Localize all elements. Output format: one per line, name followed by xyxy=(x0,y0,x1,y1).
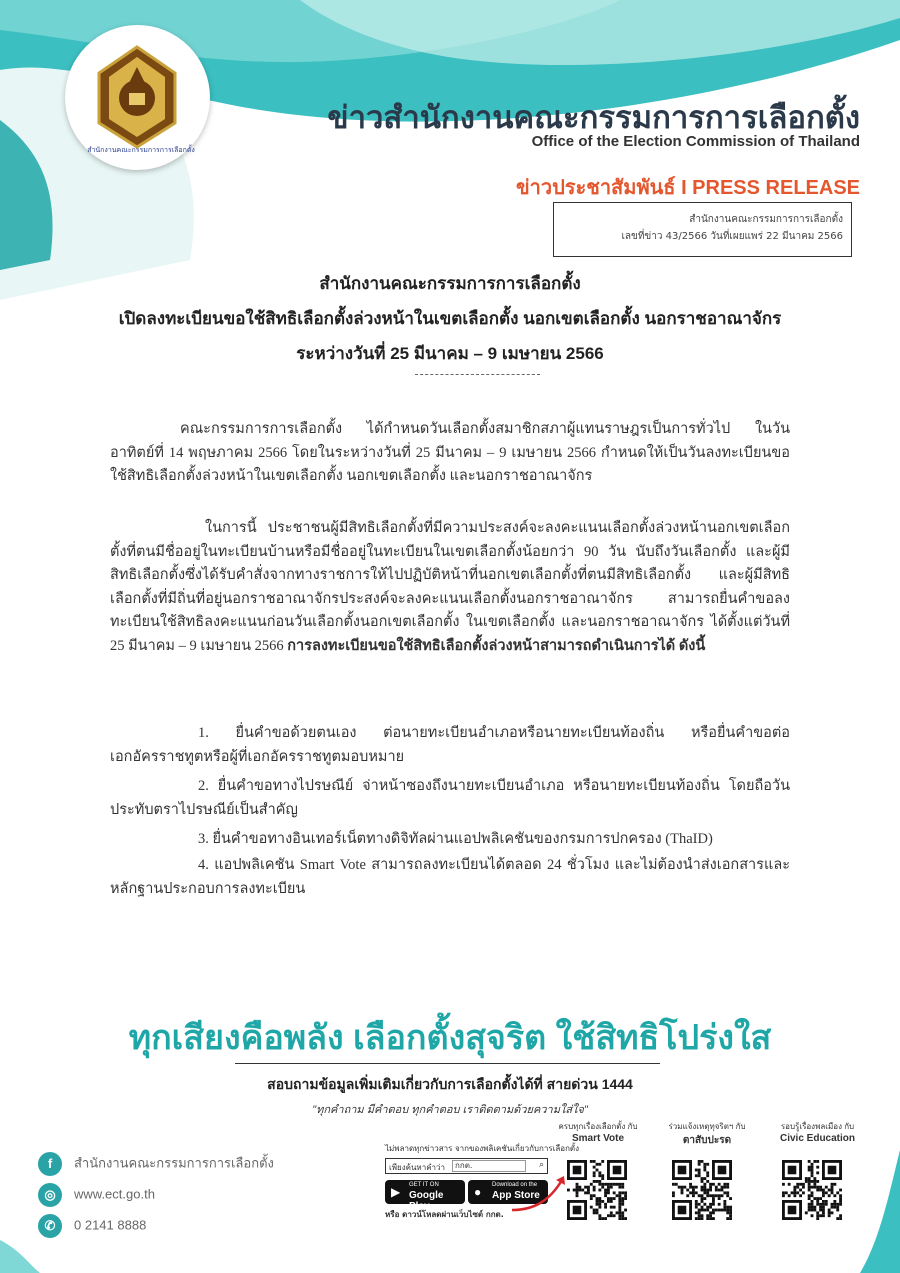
google-play-badge[interactable] xyxy=(385,1180,465,1212)
reference-number-date: เลขที่ข่าว 43/2566 วันที่เผยแพร่ 22 มีนาคม 2566 xyxy=(621,231,843,242)
download-note: หรือ ดาวน์โหลดผ่านเว็บไซต์ กกต. xyxy=(385,1210,504,1219)
app-store-top: Download on the xyxy=(492,1182,538,1188)
search-label: เพียงค้นหาคำว่า xyxy=(389,1163,446,1172)
qr-caption-civic-education: รอบรู้เรื่องพลเมือง กับ Civic Education xyxy=(779,1122,855,1144)
header-title-en: Office of the Election Commission of Thailand xyxy=(531,133,860,150)
contact-facebook-text: สำนักงานคณะกรรมการการเลือกตั้ง xyxy=(74,1155,274,1171)
headline-line-2: เปิดลงทะเบียนขอใช้สิทธิเลือกตั้งล่วงหน้าในเขตเลือกตั้ง นอกเขตเลือกตั้ง นอกราชอาณาจักร xyxy=(118,309,782,328)
qr-code-civic-education[interactable] xyxy=(782,1160,842,1220)
list-item-2: 2. ยื่นคำขอทางไปรษณีย์ จ่าหน้าซองถึงนายทะเบียนอำเภอ หรือนายทะเบียนท้องถิ่น โดยถือวันประทับตราไปรษณีย์เป็นสำคัญ xyxy=(110,778,790,818)
body-paragraph-2-text: ในการนี้ ประชาชนผู้มีสิทธิเลือกตั้งที่มีความประสงค์จะลงคะแนนเลือกตั้งล่วงหน้านอกเขตเลือกตั้งที่ตนมีชื่ออยู่ในทะเบียนบ้านหรือมีชื่ออยู่ในทะเบียนในเขตเลือกตั้งน้อยกว่า 90 วัน นับถึงวันเลือกตั้ง และผู้มีสิทธิเลือกตั้งซึ่งได้รับคำสั่งจากทางราชการให้ไปปฏิบัติหน้าที่นอกเขตเลือกตั้งที่ตนมีสิทธิเลือกตั้ง และผู้มีสิทธิเลือกตั้งที่มีถิ่นที่อยู่นอกราชอาณาจักรประสงค์จะลงคะแนนเลือกตั้งนอกราชอาณาจักร สามารถยื่นคำขอลงทะเบียนใช้สิทธิลงคะแนนก่อนวันเลือกตั้งนอกเขตเลือกตั้ง ในเขตเลือกตั้ง และนอกราชอาณาจักร ได้ตั้งแต่วันที่ 25 มีนาคม – 9 เมษายน 2566 xyxy=(110,520,790,654)
slogan-underline xyxy=(235,1063,660,1064)
play-store-icon: ▶ xyxy=(391,1185,401,1199)
motto-text: "ทุกคำถาม มีคำตอบ ทุกคำตอบ เราติดตามด้วยความใส่ใจ" xyxy=(312,1104,588,1116)
list-item-4: 4. แอปพลิเคชัน Smart Vote สามารถลงทะเบียนได้ตลอด 24 ชั่วโมง และไม่ต้องนำส่งเอกสารและหลักฐานประกอบการลงทะเบียน xyxy=(110,857,790,897)
google-play-name: Google Play xyxy=(409,1190,444,1212)
phone-icon: ✆ xyxy=(38,1214,62,1238)
header-title-th: ข่าวสำนักงานคณะกรรมการการเลือกตั้ง xyxy=(327,100,860,135)
google-play-top: GET IT ON xyxy=(409,1182,439,1188)
contact-phone-text: 0 2141 8888 xyxy=(74,1217,147,1233)
contact-website-text: www.ect.go.th xyxy=(74,1186,155,1202)
list-item-1: 1. ยื่นคำขอด้วยตนเอง ต่อนายทะเบียนอำเภอหรือนายทะเบียนท้องถิ่น หรือยื่นคำขอต่อเอกอัครราชทูตหรือผู้ที่เอกอัครราชทูตมอบหมาย xyxy=(110,725,790,765)
qr-code-smart-vote[interactable] xyxy=(567,1160,627,1220)
ect-logo xyxy=(65,25,210,170)
body-paragraph-2-bold: การลงทะเบียนขอใช้สิทธิเลือกตั้งล่วงหน้าสามารถดำเนินการได้ ดังนี้ xyxy=(287,637,706,654)
headline-line-3: ระหว่างวันที่ 25 มีนาคม – 9 เมษายน 2566 xyxy=(296,344,604,363)
arrow-icon xyxy=(510,1172,570,1214)
facebook-icon: f xyxy=(38,1152,62,1176)
press-release-label: ข่าวประชาสัมพันธ์ I PRESS RELEASE xyxy=(515,177,860,199)
body-paragraph-2 xyxy=(110,517,790,659)
reference-org: สำนักงานคณะกรรมการการเลือกตั้ง xyxy=(689,214,843,225)
dashed-divider xyxy=(415,374,540,375)
body-paragraph-1: คณะกรรมการการเลือกตั้ง ได้กำหนดวันเลือกตั้งสมาชิกสภาผู้แทนราษฎรเป็นการทั่วไป ในวันอาทิตย์ที่ 14 พฤษภาคม 2566 โดยในระหว่างวันที่ 25 มีนาคม – 9 เมษายน 2566 กำหนดให้เป็นวันลงทะเบียนขอใช้สิทธิเลือกตั้งล่วงหน้าในเขตเลือกตั้ง นอกเขตเลือกตั้ง และนอกราชอาณาจักร xyxy=(110,421,790,485)
search-value: กกต. xyxy=(452,1160,526,1172)
apple-icon: ● xyxy=(474,1185,482,1199)
qr-code-tasapparot[interactable] xyxy=(672,1160,732,1220)
campaign-slogan: ทุกเสียงคือพลัง เลือกตั้งสุจริต ใช้สิทธิโปร่งใส xyxy=(128,1019,772,1057)
logo-caption: สำนักงานคณะกรรมการการเลือกตั้ง xyxy=(87,146,195,154)
list-item-3: 3. ยื่นคำขอทางอินเทอร์เน็ตทางดิจิทัลผ่านแอปพลิเคชันของกรมการปกครอง (ThaID) xyxy=(198,831,713,847)
reference-box xyxy=(553,202,852,257)
globe-icon: ◎ xyxy=(38,1183,62,1207)
contact-facebook[interactable] xyxy=(38,1152,274,1176)
app-store-name: App Store xyxy=(492,1190,540,1201)
ect-emblem-icon xyxy=(85,43,190,153)
qr-caption-tasapparot: ร่วมแจ้งเหตุทุจริตฯ กับ ตาสับปะรด xyxy=(668,1122,746,1146)
app-promo-note: ไม่พลาดทุกข่าวสาร จากของพลิเคชันเกี่ยวกับการเลือกตั้ง xyxy=(385,1144,580,1153)
headline-line-1: สำนักงานคณะกรรมการการเลือกตั้ง xyxy=(319,274,581,293)
contact-website[interactable] xyxy=(38,1183,155,1207)
qr-caption-smart-vote: ครบทุกเรื่องเลือกตั้ง กับ Smart Vote xyxy=(558,1122,638,1144)
hotline-text: สอบถามข้อมูลเพิ่มเติมเกี่ยวกับการเลือกตั้งได้ที่ สายด่วน 1444 xyxy=(267,1076,633,1092)
contact-phone[interactable] xyxy=(38,1214,146,1238)
search-icon: ⌕ xyxy=(538,1160,544,1170)
